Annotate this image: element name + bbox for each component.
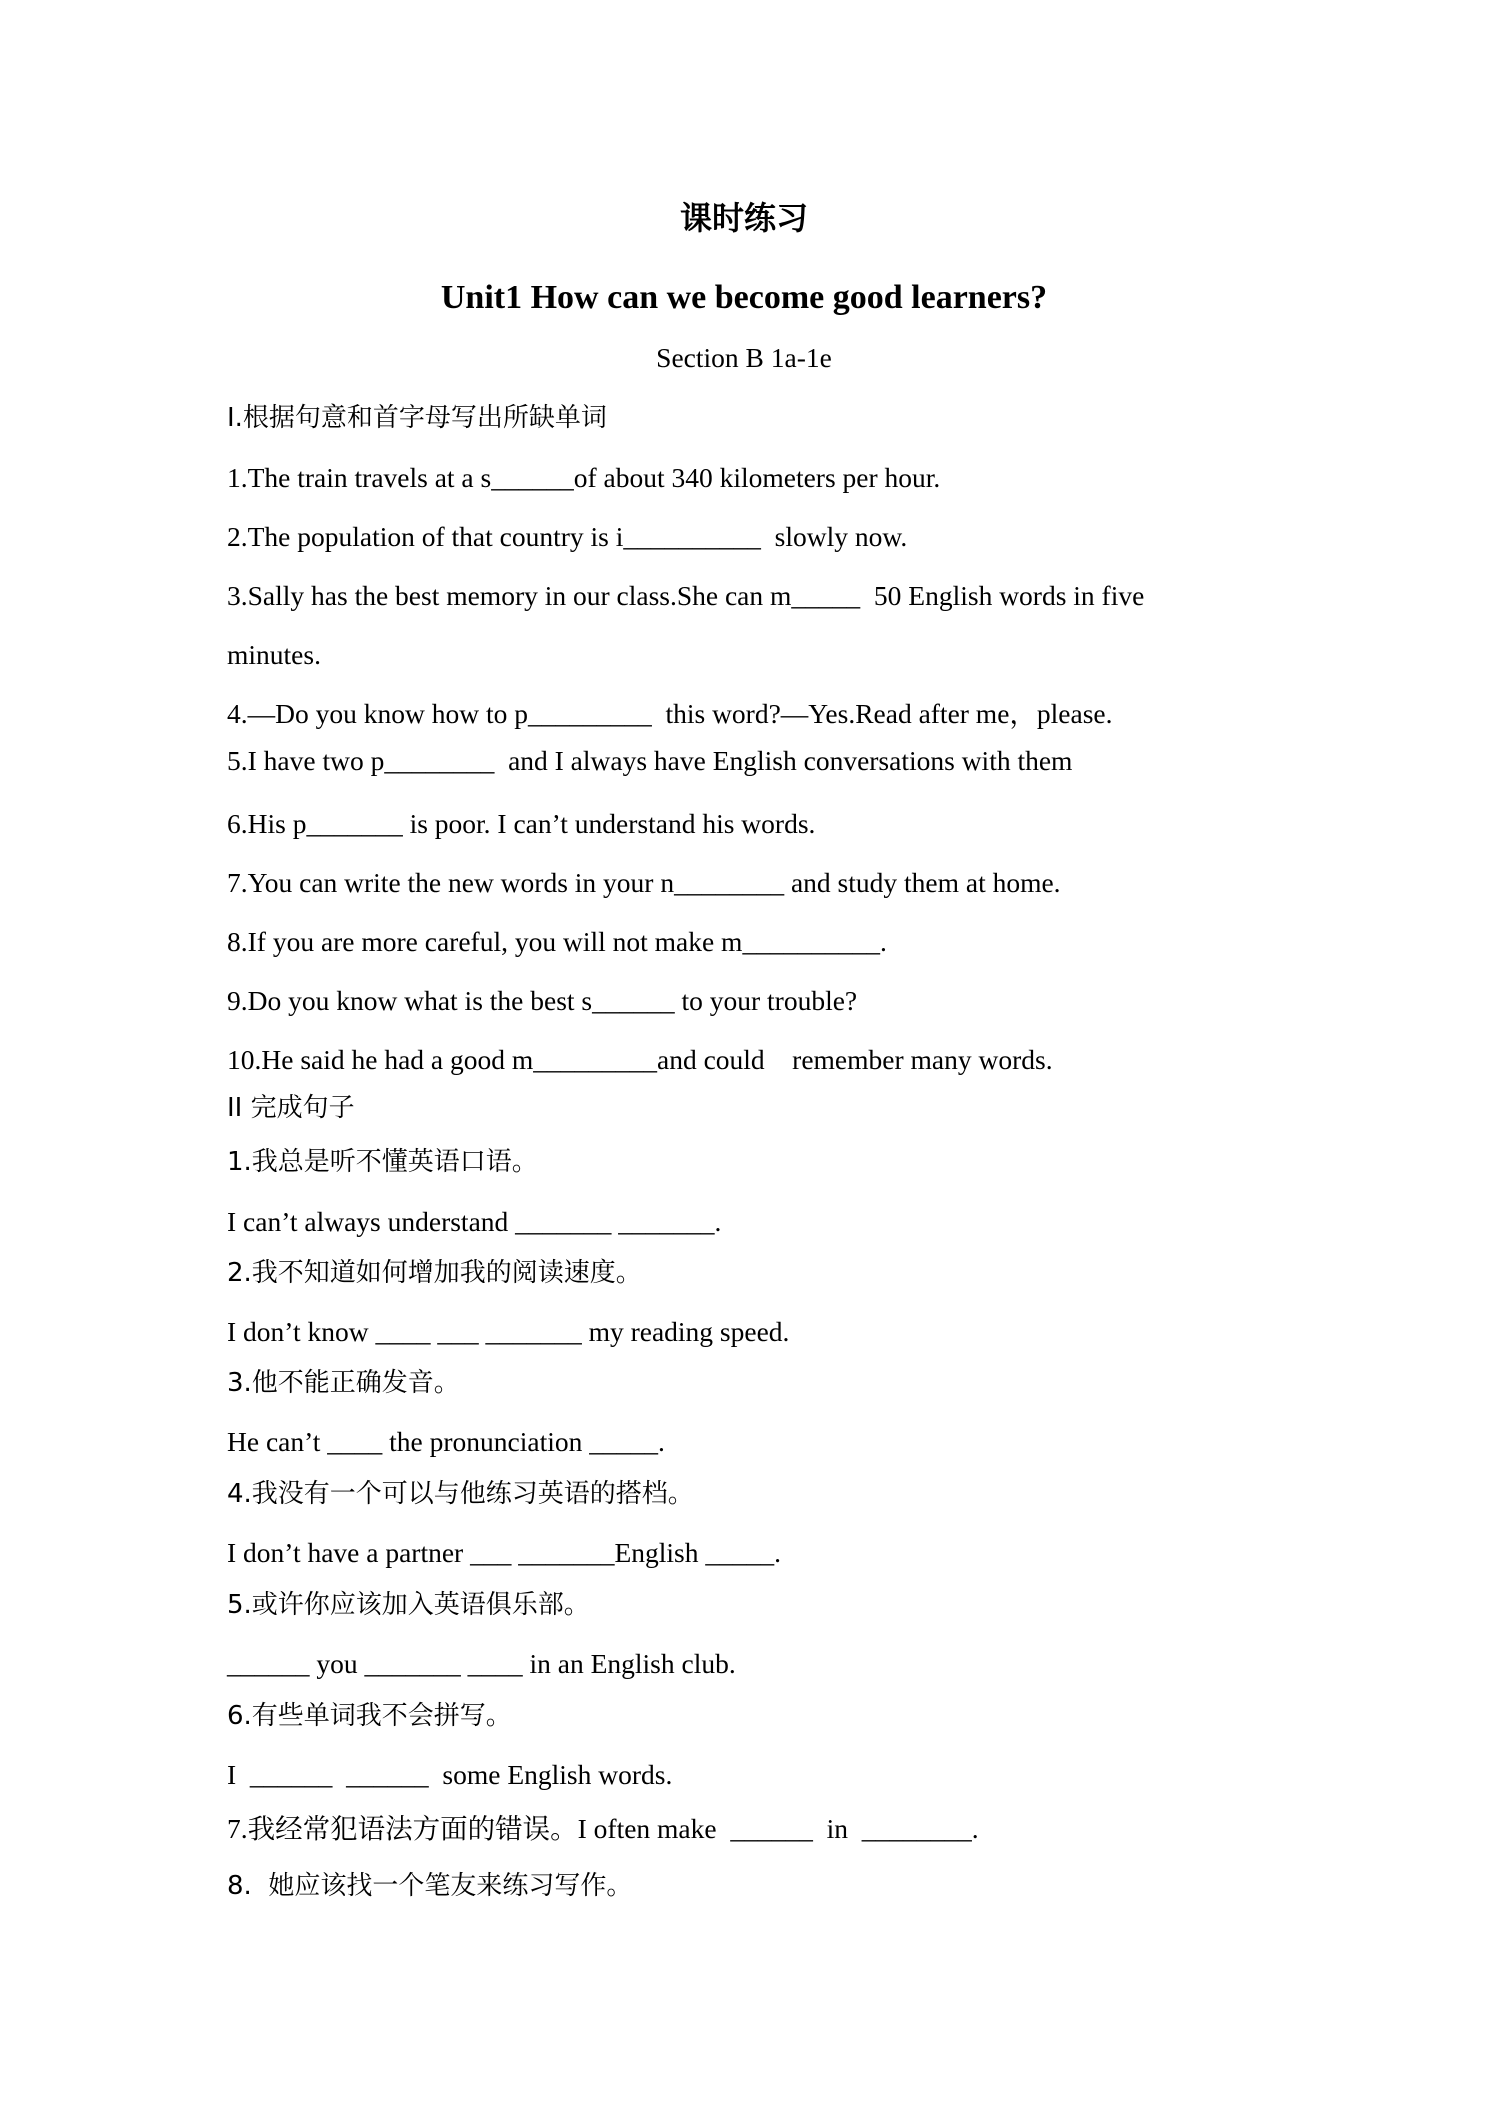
- part2-chinese-line: 1.我总是听不懂英语口语。: [227, 1147, 538, 1177]
- part2-english-line: I ______ ______ some English words.: [227, 1759, 673, 1790]
- part2-chinese-line: 3.他不能正确发音。: [227, 1368, 460, 1398]
- unit-title: Unit1 How can we become good learners?: [440, 279, 1048, 316]
- part1-heading: I.根据句意和首字母写出所缺单词: [227, 403, 607, 433]
- section-subtitle: Section B 1a-1e: [656, 342, 832, 373]
- part1-item: 6.His p_______ is poor. I can’t understand his words.: [227, 808, 816, 839]
- part2-heading: II 完成句子: [227, 1093, 355, 1123]
- part2-english-line: I don’t have a partner ___ _______English _____.: [227, 1537, 781, 1568]
- part2-english-line: I don’t know ____ ___ _______ my reading speed.: [227, 1316, 790, 1347]
- part2-mixed-line: 7.我经常犯语法方面的错误。I often make ______ in ________.: [227, 1813, 979, 1844]
- part1-item: minutes.: [227, 639, 321, 670]
- part2-chinese-line: 6.有些单词我不会拼写。: [227, 1701, 512, 1731]
- part1-item: 4.—Do you know how to p_________ this word?—Yes.Read after me，please.: [227, 698, 1113, 729]
- part2-english-line: He can’t ____ the pronunciation _____.: [227, 1426, 665, 1457]
- page-title: 课时练习: [679, 199, 808, 237]
- part2-english-line: I can’t always understand _______ _______.: [227, 1206, 722, 1237]
- part1-item: 8.If you are more careful, you will not make m__________.: [227, 926, 887, 957]
- part1-item: 10.He said he had a good m_________and could remember many words.: [227, 1044, 1053, 1075]
- part1-item: 5.I have two p________ and I always have English conversations with them: [227, 745, 1073, 776]
- part2-chinese-line: 4.我没有一个可以与他练习英语的搭档。: [227, 1479, 694, 1509]
- part1-item: 2.The population of that country is i__________ slowly now.: [227, 521, 908, 552]
- part2-chinese-line: 2.我不知道如何增加我的阅读速度。: [227, 1258, 642, 1288]
- part1-item: 1.The train travels at a s______of about 340 kilometers per hour.: [227, 462, 941, 493]
- part1-item: 7.You can write the new words in your n________ and study them at home.: [227, 867, 1061, 898]
- part2-chinese-line: 8. 她应该找一个笔友来练习写作。: [227, 1871, 633, 1901]
- part1-item: 9.Do you know what is the best s______ to your trouble?: [227, 985, 858, 1016]
- part1-item: 3.Sally has the best memory in our class.She can m_____ 50 English words in five: [227, 580, 1145, 611]
- part2-chinese-line: 5.或许你应该加入英语俱乐部。: [227, 1590, 590, 1620]
- part2-english-line: ______ you _______ ____ in an English club.: [227, 1648, 736, 1679]
